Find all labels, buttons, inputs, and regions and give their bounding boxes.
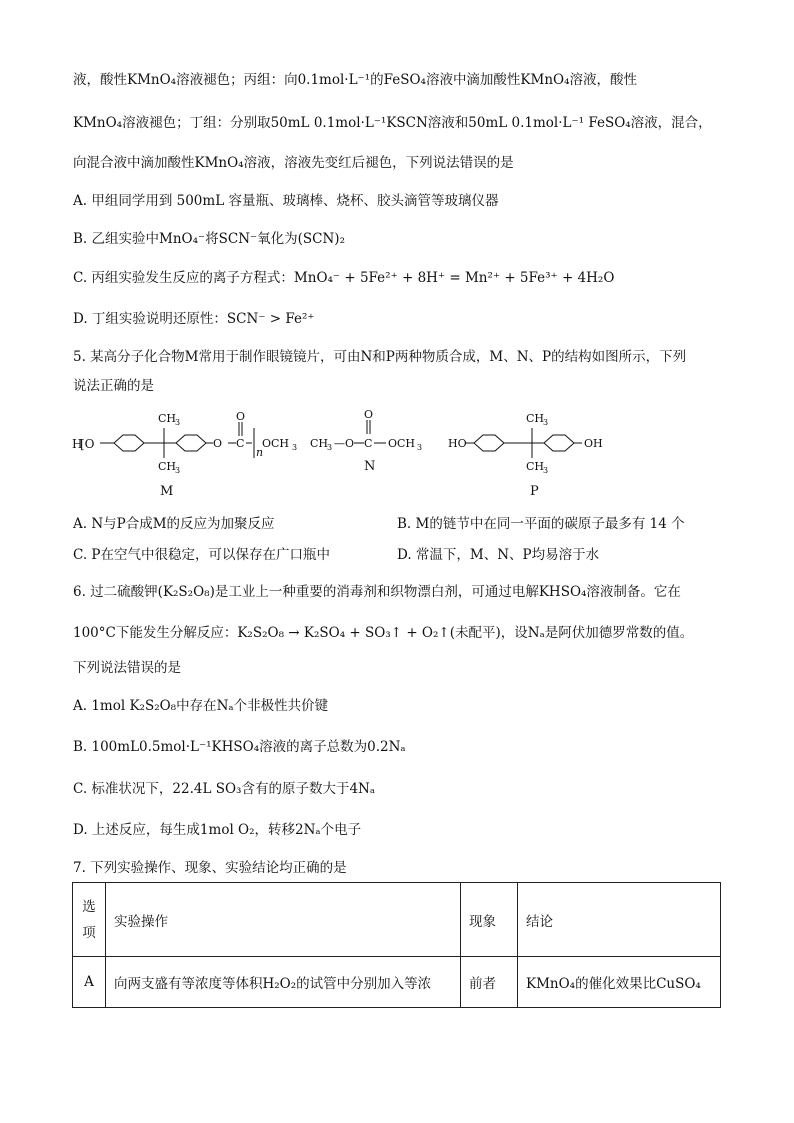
svg-text:O: O (236, 410, 246, 423)
label-p: P (530, 484, 539, 499)
q6-option-c: C. 标准状况下，22.4L SO₃含有的原子数大于4Nₐ (73, 781, 376, 797)
q5-option-b: B. M的链节中在同一平面的碳原子最多有 14 个 (397, 516, 685, 532)
q4-context-line-3: 向混合液中滴加酸性KMnO₄溶液，溶液先变红后褪色，下列说法错误的是 (73, 155, 514, 171)
table-header-row (73, 883, 721, 957)
q6-option-b: B. 100mL0.5mol·L⁻¹KHSO₄溶液的离子总数为0.2Nₐ (73, 739, 406, 755)
q5-option-d: D. 常温下，M、N、P均易溶于水 (397, 547, 600, 563)
q5-stem-line-2: 说法正确的是 (73, 378, 154, 394)
structure-p (448, 408, 618, 478)
q6-option-a: A. 1mol K₂S₂O₈中存在Nₐ个非极性共价键 (73, 698, 329, 714)
svg-text:[O: [O (80, 437, 95, 451)
svg-text:OH: OH (584, 437, 603, 450)
row-a-option: A (73, 957, 106, 1008)
row-a-conclusion: KMnO₄的催化效果比CuSO₄ (518, 957, 721, 1008)
svg-text:—O: —O (334, 437, 355, 450)
q5-option-c: C. P在空气中很稳定，可以保存在广口瓶中 (73, 547, 331, 563)
q7-stem: 7. 下列实验操作、现象、实验结论均正确的是 (73, 860, 347, 876)
svg-text:CH: CH (526, 412, 545, 425)
svg-text:OCH: OCH (388, 437, 416, 450)
svg-text:CH: CH (310, 437, 329, 450)
svg-text:3: 3 (292, 443, 298, 452)
q4-context-line-1: 液，酸性KMnO₄溶液褪色；丙组：向0.1mol·L⁻¹的FeSO₄溶液中滴加酸性KMnO₄溶液，酸性 (73, 72, 638, 88)
svg-text:H: H (72, 437, 83, 451)
svg-text:CH: CH (158, 412, 177, 425)
table-row (73, 957, 721, 1008)
svg-text:n: n (256, 446, 264, 459)
q6-stem-line-2: 100°C下能发生分解反应：K₂S₂O₈ → K₂SO₄ + SO₃↑ + O₂↑(未配平)，设Nₐ是阿伏加德罗常数的值。 (73, 625, 694, 641)
structure-m (72, 408, 312, 478)
header-option: 选项 (73, 883, 106, 957)
q7-table (72, 882, 721, 1008)
row-a-phenomenon: 前者 (461, 957, 518, 1008)
svg-text:CH: CH (158, 460, 177, 473)
svg-text:3: 3 (327, 443, 333, 452)
svg-text:O: O (364, 408, 374, 421)
svg-text:CH: CH (526, 460, 545, 473)
label-m: M (160, 484, 174, 499)
q4-option-d: D. 丁组实验说明还原性：SCN⁻ > Fe²⁺ (73, 311, 315, 327)
label-n: N (364, 459, 376, 474)
svg-text:3: 3 (543, 418, 549, 427)
svg-text:OCH: OCH (262, 437, 290, 450)
q6-option-d: D. 上述反应，每生成1mol O₂，转移2Nₐ个电子 (73, 822, 362, 838)
svg-text:3: 3 (175, 466, 181, 475)
svg-text:3: 3 (175, 418, 181, 427)
q4-option-a: A. 甲组同学用到 500mL 容量瓶、玻璃棒、烧杯、胶头滴管等玻璃仪器 (73, 193, 499, 209)
header-conclusion: 结论 (518, 883, 721, 957)
row-a-operation: 向两支盛有等浓度等体积H₂O₂的试管中分别加入等浓 (106, 957, 461, 1008)
q4-context-line-2: KMnO₄溶液褪色；丁组：分别取50mL 0.1mol·L⁻¹KSCN溶液和50mL 0.1mol·L⁻¹ FeSO₄溶液，混合， (73, 115, 712, 131)
header-operation: 实验操作 (106, 883, 461, 957)
q5-stem-line-1: 5. 某高分子化合物M常用于制作眼镜镜片，可由N和P两种物质合成，M、N、P的结构如图所示，下列 (73, 349, 687, 365)
header-phenomenon: 现象 (461, 883, 518, 957)
svg-text:3: 3 (417, 443, 423, 452)
svg-text:C: C (236, 437, 245, 450)
svg-text:HO: HO (448, 437, 467, 450)
q5-option-a: A. N与P合成M的反应为加聚反应 (73, 516, 275, 532)
q4-option-b: B. 乙组实验中MnO₄⁻将SCN⁻氧化为(SCN)₂ (73, 231, 345, 247)
svg-text:3: 3 (543, 466, 549, 475)
q4-option-c: C. 丙组实验发生反应的离子方程式：MnO₄⁻ + 5Fe²⁺ + 8H⁺ = Mn²⁺ + 5Fe³⁺ + 4H₂O (73, 270, 615, 286)
svg-text:O: O (213, 437, 223, 450)
q6-stem-line-3: 下列说法错误的是 (73, 660, 181, 676)
q6-stem-line-1: 6. 过二硫酸钾(K₂S₂O₈)是工业上一种重要的消毒剂和织物漂白剂，可通过电解KHSO₄溶液制备。它在 (73, 584, 681, 600)
svg-text:C: C (364, 437, 373, 450)
